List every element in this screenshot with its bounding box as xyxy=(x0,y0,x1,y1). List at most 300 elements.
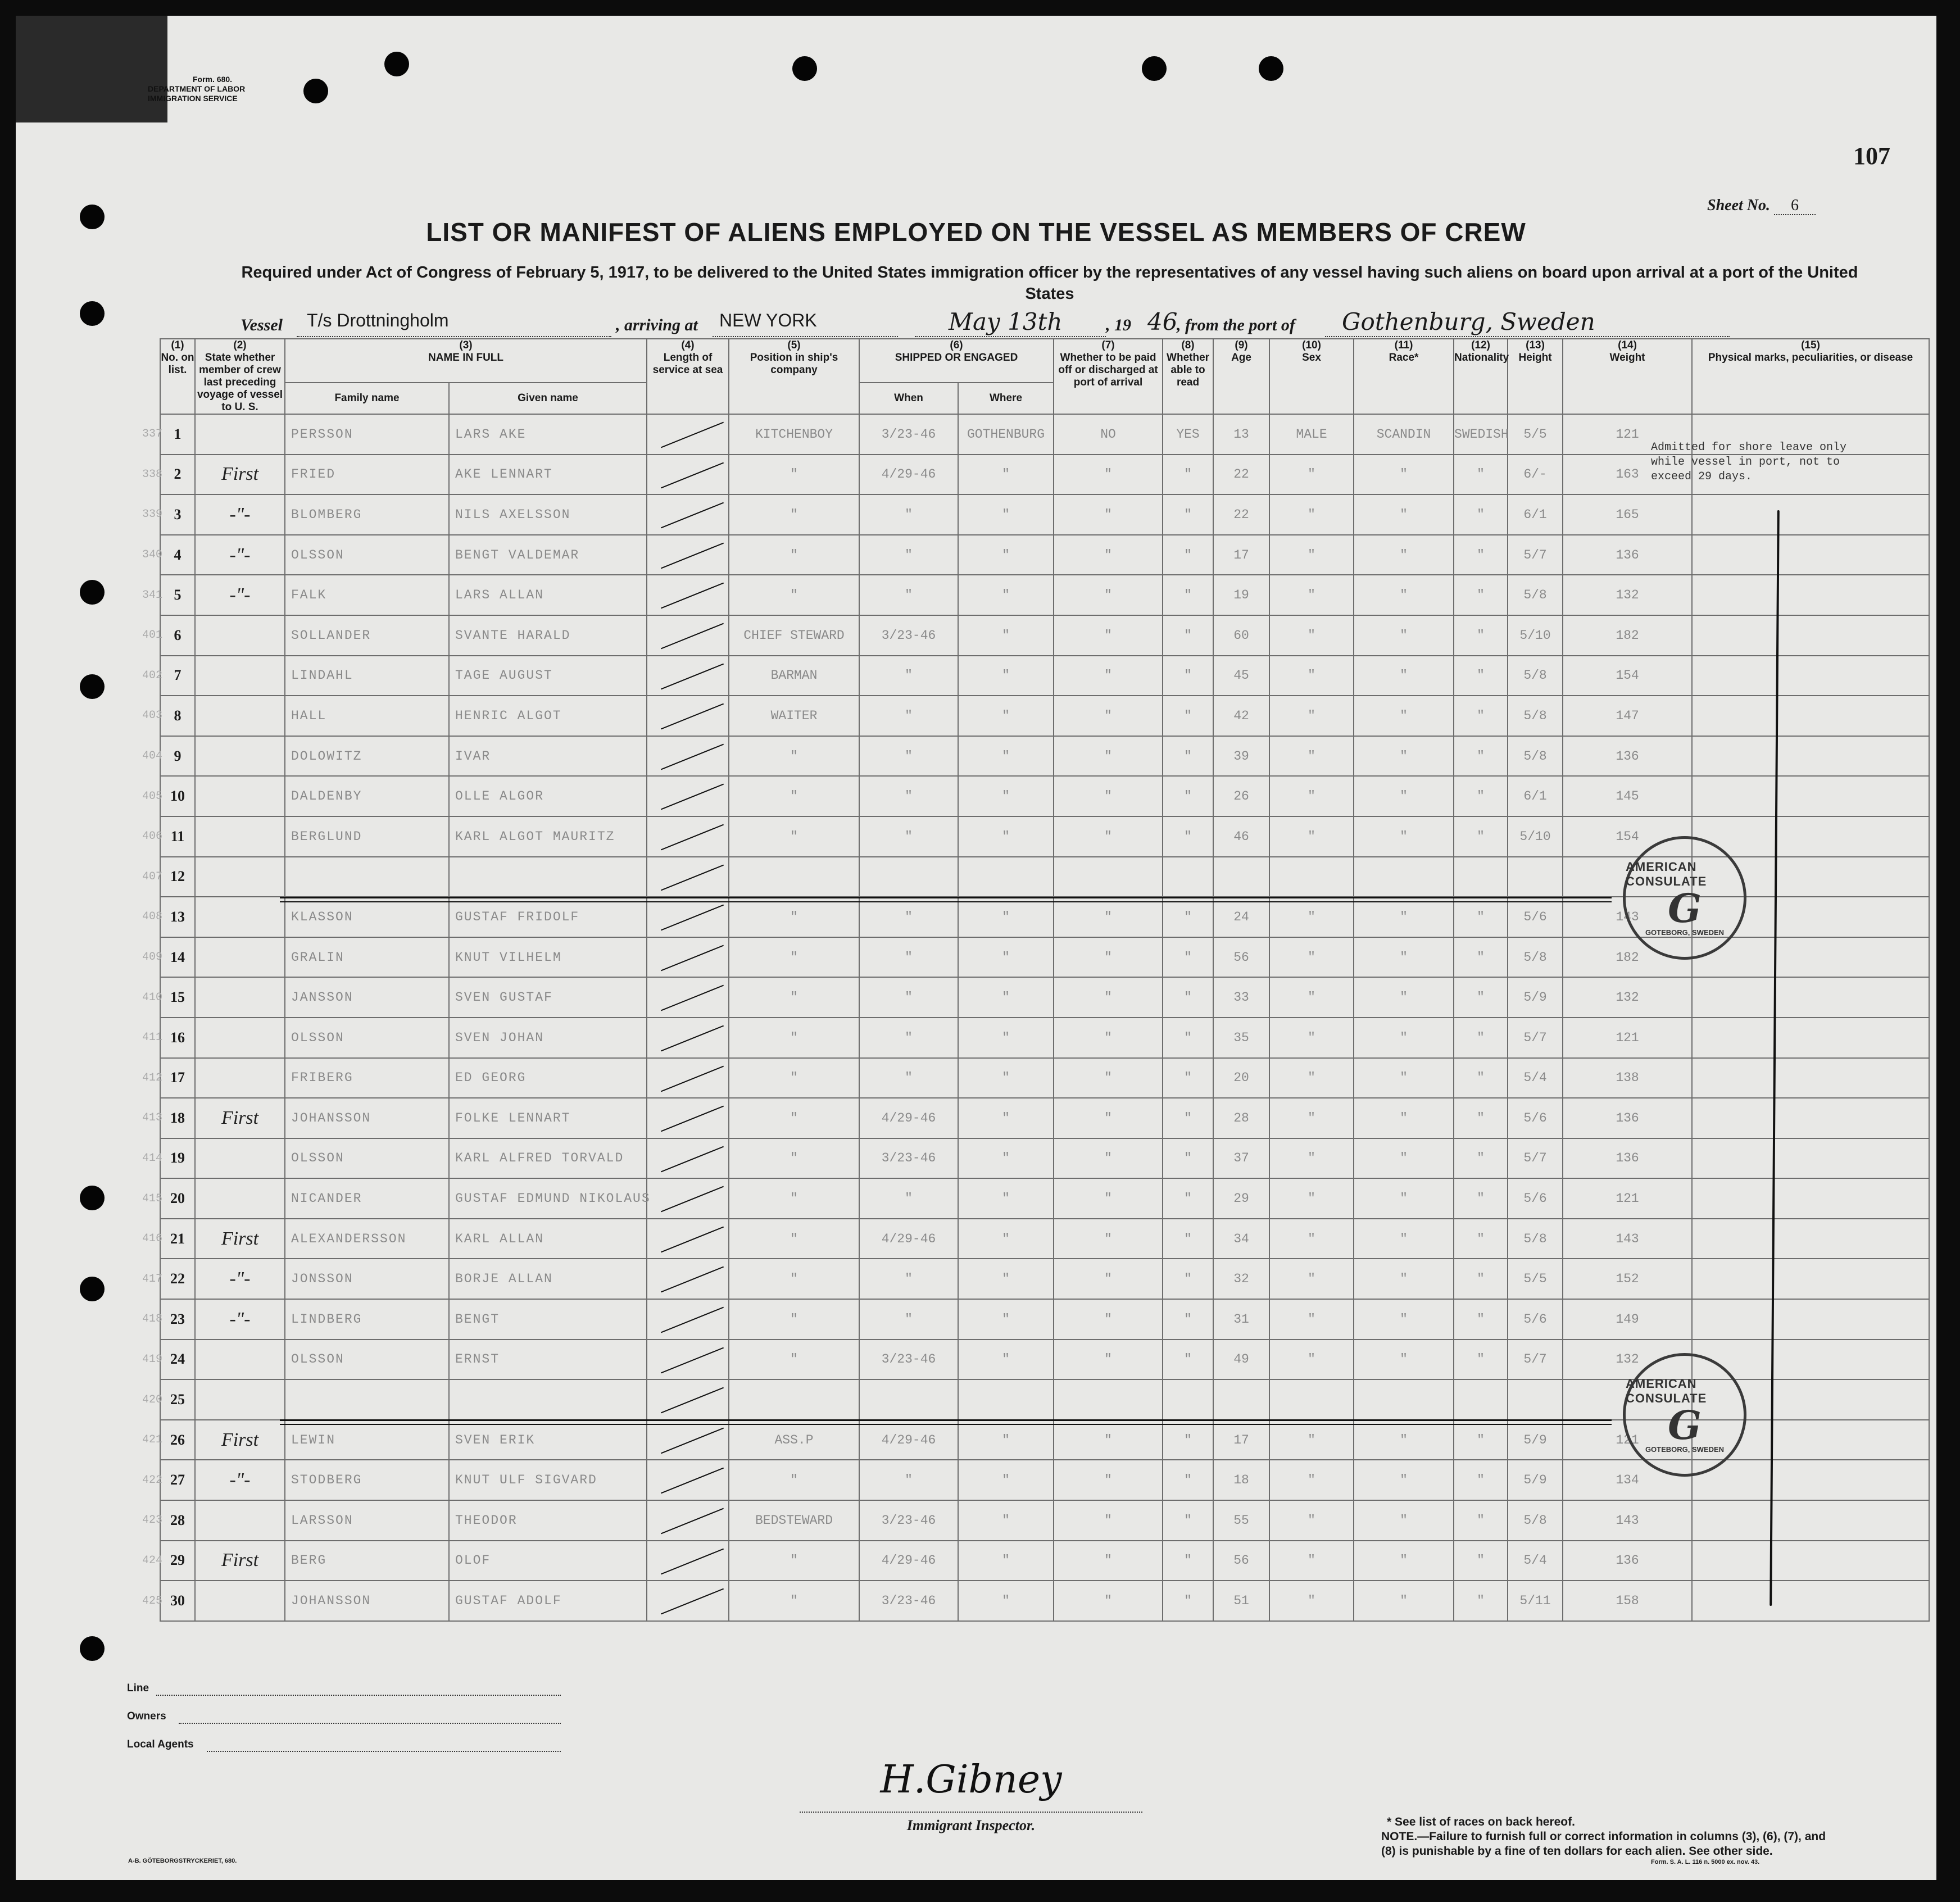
family-name: JONSSON xyxy=(285,1259,449,1299)
service-slash-mark xyxy=(661,1065,724,1092)
previous-voyage xyxy=(195,1581,285,1621)
col-able-to-read-header: (8) Whether able to read xyxy=(1163,339,1213,414)
race: " xyxy=(1354,977,1454,1018)
weight: 136 xyxy=(1563,1138,1692,1179)
previous-voyage xyxy=(195,1178,285,1219)
family-name: OLSSON xyxy=(285,1340,449,1380)
sex: " xyxy=(1269,615,1354,656)
physical-marks xyxy=(1692,1219,1929,1259)
age: 46 xyxy=(1213,816,1269,857)
previous-voyage xyxy=(195,1018,285,1058)
family-name xyxy=(285,1379,449,1420)
position: " xyxy=(729,1340,859,1380)
printer-mark: A-B. GÖTEBORGSTRYCKERIET, 680. xyxy=(128,1858,237,1864)
able-to-read: " xyxy=(1163,1299,1213,1340)
inspector-signature: H.Gibney xyxy=(880,1758,1062,1802)
race: " xyxy=(1354,455,1454,495)
position: " xyxy=(729,1018,859,1058)
nationality: " xyxy=(1454,1018,1508,1058)
position: " xyxy=(729,1259,859,1299)
shipped-where: " xyxy=(958,494,1054,535)
service-length xyxy=(647,1460,729,1500)
physical-marks xyxy=(1692,696,1929,736)
weight: 136 xyxy=(1563,1541,1692,1581)
race xyxy=(1354,857,1454,897)
line-number: 405 xyxy=(142,789,163,803)
able-to-read: " xyxy=(1163,1098,1213,1138)
race: " xyxy=(1354,1299,1454,1340)
given-name: LARS ALLAN xyxy=(449,575,647,615)
shipped-when: " xyxy=(859,977,958,1018)
service-length xyxy=(647,1178,729,1219)
race: " xyxy=(1354,1178,1454,1219)
paid-off: " xyxy=(1054,937,1163,978)
height: 5/6 xyxy=(1508,1299,1563,1340)
line-number: 410 xyxy=(142,991,163,1004)
shipped-where: " xyxy=(958,1460,1054,1500)
family-name: LARSSON xyxy=(285,1500,449,1541)
family-name: LINDBERG xyxy=(285,1299,449,1340)
arriving-label: , arriving at xyxy=(616,316,698,334)
race: " xyxy=(1354,1138,1454,1179)
given-name: FOLKE LENNART xyxy=(449,1098,647,1138)
arrival-year: 46 xyxy=(1147,308,1178,335)
line-number: 418 xyxy=(142,1313,163,1326)
height: 5/9 xyxy=(1508,1460,1563,1500)
shipped-where: " xyxy=(958,1219,1054,1259)
punch-hole xyxy=(80,1636,105,1661)
previous-voyage: -"- xyxy=(195,535,285,575)
physical-marks xyxy=(1692,615,1929,656)
row-number: 7 xyxy=(160,656,195,696)
line-number: 409 xyxy=(142,951,163,964)
paid-off: " xyxy=(1054,1460,1163,1500)
given-name: SVEN ERIK xyxy=(449,1420,647,1460)
position: " xyxy=(729,1138,859,1179)
given-name: SVEN GUSTAF xyxy=(449,977,647,1018)
physical-marks xyxy=(1692,1259,1929,1299)
service-slash-mark xyxy=(661,1267,724,1293)
weight: 145 xyxy=(1563,776,1692,816)
shipped-when: " xyxy=(859,1058,958,1098)
table-row xyxy=(142,1098,1929,1138)
shipped-where: GOTHENBURG xyxy=(958,414,1054,455)
shipped-when: " xyxy=(859,897,958,937)
service-length xyxy=(647,696,729,736)
nationality: " xyxy=(1454,1259,1508,1299)
position xyxy=(729,857,859,897)
paid-off: " xyxy=(1054,1541,1163,1581)
shipped-where: " xyxy=(958,937,1054,978)
age: 17 xyxy=(1213,535,1269,575)
height: 5/6 xyxy=(1508,1098,1563,1138)
consulate-stamp: AMERICAN CONSULATE G GOTEBORG, SWEDEN xyxy=(1623,1353,1746,1477)
able-to-read: " xyxy=(1163,897,1213,937)
position: " xyxy=(729,1460,859,1500)
able-to-read: " xyxy=(1163,1219,1213,1259)
sex xyxy=(1269,857,1354,897)
height: 5/5 xyxy=(1508,414,1563,455)
nationality: " xyxy=(1454,776,1508,816)
able-to-read: " xyxy=(1163,1340,1213,1380)
weight: 121 xyxy=(1563,1420,1692,1460)
table-row xyxy=(142,656,1929,696)
shipped-when: 4/29-46 xyxy=(859,1219,958,1259)
line-number: 340 xyxy=(142,548,163,562)
service-slash-mark xyxy=(661,864,724,891)
age: 31 xyxy=(1213,1299,1269,1340)
service-slash-mark xyxy=(661,1106,724,1132)
service-slash-mark xyxy=(661,1387,724,1414)
paid-off: " xyxy=(1054,575,1163,615)
service-slash-mark xyxy=(661,623,724,650)
shipped-when: 3/23-46 xyxy=(859,1581,958,1621)
shipped-where: " xyxy=(958,1259,1054,1299)
age: 17 xyxy=(1213,1420,1269,1460)
weight: 154 xyxy=(1563,656,1692,696)
paid-off: " xyxy=(1054,696,1163,736)
age: 26 xyxy=(1213,776,1269,816)
previous-voyage: -"- xyxy=(195,1299,285,1340)
sex: " xyxy=(1269,1098,1354,1138)
given-name: BORJE ALLAN xyxy=(449,1259,647,1299)
line-number: 423 xyxy=(142,1514,163,1527)
nationality: " xyxy=(1454,897,1508,937)
able-to-read: " xyxy=(1163,776,1213,816)
sex: " xyxy=(1269,776,1354,816)
nationality: " xyxy=(1454,1058,1508,1098)
position: " xyxy=(729,575,859,615)
local-agents-label: Local Agents xyxy=(127,1738,194,1750)
race: " xyxy=(1354,1259,1454,1299)
position: " xyxy=(729,1098,859,1138)
service-slash-mark xyxy=(661,462,724,488)
remark-shore-leave: Admitted for shore leave only while vessel in port, not to exceed 29 days. xyxy=(1651,441,1847,483)
given-name: NILS AXELSSON xyxy=(449,494,647,535)
position: WAITER xyxy=(729,696,859,736)
position: " xyxy=(729,1299,859,1340)
nationality: " xyxy=(1454,494,1508,535)
able-to-read: " xyxy=(1163,494,1213,535)
sex: " xyxy=(1269,816,1354,857)
previous-voyage xyxy=(195,656,285,696)
age: 18 xyxy=(1213,1460,1269,1500)
departure-port: Gothenburg, Sweden xyxy=(1342,308,1595,335)
sex: " xyxy=(1269,1420,1354,1460)
shipped-where: " xyxy=(958,1420,1054,1460)
age: 51 xyxy=(1213,1581,1269,1621)
port-label: , from the port of xyxy=(1177,316,1295,334)
height: 5/7 xyxy=(1508,535,1563,575)
sex: " xyxy=(1269,696,1354,736)
height: 5/10 xyxy=(1508,816,1563,857)
position: CHIEF STEWARD xyxy=(729,615,859,656)
table-row xyxy=(142,1018,1929,1058)
shipped-where: " xyxy=(958,897,1054,937)
service-length xyxy=(647,615,729,656)
previous-voyage xyxy=(195,977,285,1018)
row-number: 5 xyxy=(160,575,195,615)
sheet-number: Sheet No. 6 xyxy=(1707,197,1816,215)
shipped-where: " xyxy=(958,1581,1054,1621)
race: " xyxy=(1354,494,1454,535)
family-name: STODBERG xyxy=(285,1460,449,1500)
height: 6/- xyxy=(1508,455,1563,495)
age: 55 xyxy=(1213,1500,1269,1541)
col-sex-header: (10) Sex xyxy=(1269,339,1354,414)
shipped-where: " xyxy=(958,736,1054,777)
shipped-when: 3/23-46 xyxy=(859,1500,958,1541)
department-name: DEPARTMENT OF LABOR xyxy=(148,84,246,93)
table-row xyxy=(142,1058,1929,1098)
shipped-where: " xyxy=(958,776,1054,816)
shipped-where: " xyxy=(958,1098,1054,1138)
nationality xyxy=(1454,857,1508,897)
race: " xyxy=(1354,736,1454,777)
shipped-when: 4/29-46 xyxy=(859,455,958,495)
age: 56 xyxy=(1213,937,1269,978)
punch-hole xyxy=(80,580,105,605)
age: 28 xyxy=(1213,1098,1269,1138)
given-name: KNUT ULF SIGVARD xyxy=(449,1460,647,1500)
col-given-name-header: Given name xyxy=(449,383,647,414)
service-slash-mark xyxy=(661,1025,724,1052)
given-name: KARL ALLAN xyxy=(449,1219,647,1259)
physical-marks xyxy=(1692,1138,1929,1179)
line-number: 402 xyxy=(142,669,163,682)
sex: " xyxy=(1269,1259,1354,1299)
height: 5/8 xyxy=(1508,736,1563,777)
paid-off: " xyxy=(1054,1299,1163,1340)
shipped-where: " xyxy=(958,575,1054,615)
paid-off: " xyxy=(1054,455,1163,495)
age: 39 xyxy=(1213,736,1269,777)
height: 5/4 xyxy=(1508,1058,1563,1098)
weight: 138 xyxy=(1563,1058,1692,1098)
previous-voyage xyxy=(195,1138,285,1179)
paid-off: NO xyxy=(1054,414,1163,455)
family-name: OLSSON xyxy=(285,1018,449,1058)
col-age-header: (9) Age xyxy=(1213,339,1269,414)
previous-voyage xyxy=(195,1379,285,1420)
shipped-where: " xyxy=(958,977,1054,1018)
shipped-when: 3/23-46 xyxy=(859,414,958,455)
family-name: LEWIN xyxy=(285,1420,449,1460)
nationality: " xyxy=(1454,1581,1508,1621)
given-name: HENRIC ALGOT xyxy=(449,696,647,736)
able-to-read: " xyxy=(1163,656,1213,696)
family-name: DALDENBY xyxy=(285,776,449,816)
weight: 182 xyxy=(1563,615,1692,656)
previous-voyage: First xyxy=(195,1420,285,1460)
given-name: AKE LENNART xyxy=(449,455,647,495)
service-slash-mark xyxy=(661,583,724,609)
service-length xyxy=(647,656,729,696)
row-number: 24 xyxy=(160,1340,195,1380)
weight: 136 xyxy=(1563,1098,1692,1138)
sex: " xyxy=(1269,455,1354,495)
race: SCANDIN xyxy=(1354,414,1454,455)
position: ASS.P xyxy=(729,1420,859,1460)
vessel-label: Vessel xyxy=(241,316,283,334)
position: BEDSTEWARD xyxy=(729,1500,859,1541)
height: 5/8 xyxy=(1508,575,1563,615)
sex: " xyxy=(1269,977,1354,1018)
row-number: 1 xyxy=(160,414,195,455)
previous-voyage: First xyxy=(195,1219,285,1259)
row-number: 3 xyxy=(160,494,195,535)
shipped-when: " xyxy=(859,1299,958,1340)
service-slash-mark xyxy=(661,1226,724,1252)
height: 5/11 xyxy=(1508,1581,1563,1621)
line-number: 419 xyxy=(142,1352,163,1366)
service-length xyxy=(647,1018,729,1058)
race: " xyxy=(1354,1500,1454,1541)
service-length xyxy=(647,1581,729,1621)
paid-off: " xyxy=(1054,1500,1163,1541)
paid-off: " xyxy=(1054,1420,1163,1460)
previous-voyage xyxy=(195,696,285,736)
shipped-where: " xyxy=(958,696,1054,736)
row-number: 15 xyxy=(160,977,195,1018)
service-slash-mark xyxy=(661,663,724,689)
col-name-header: (3) NAME IN FULL xyxy=(285,339,647,383)
form-number: Form. 680. xyxy=(193,75,233,84)
table-row xyxy=(142,1299,1929,1340)
age: 22 xyxy=(1213,455,1269,495)
physical-marks xyxy=(1692,1541,1929,1581)
row-number: 19 xyxy=(160,1138,195,1179)
row-number: 25 xyxy=(160,1379,195,1420)
nationality: " xyxy=(1454,1219,1508,1259)
race: " xyxy=(1354,1018,1454,1058)
able-to-read: " xyxy=(1163,1138,1213,1179)
col-paid-off-header: (7) Whether to be paid off or discharged at port of arrival xyxy=(1054,339,1163,414)
position: " xyxy=(729,494,859,535)
nationality: " xyxy=(1454,1299,1508,1340)
service-slash-mark xyxy=(661,743,724,770)
service-slash-mark xyxy=(661,1427,724,1454)
shipped-when: " xyxy=(859,696,958,736)
able-to-read: " xyxy=(1163,575,1213,615)
physical-marks xyxy=(1692,656,1929,696)
given-name: BENGT VALDEMAR xyxy=(449,535,647,575)
nationality: " xyxy=(1454,1541,1508,1581)
table-row xyxy=(142,575,1929,615)
age: 37 xyxy=(1213,1138,1269,1179)
shipped-when: " xyxy=(859,776,958,816)
physical-marks xyxy=(1692,1178,1929,1219)
row-number: 8 xyxy=(160,696,195,736)
col-where-header: Where xyxy=(958,383,1054,414)
sex: " xyxy=(1269,1340,1354,1380)
given-name: GUSTAF ADOLF xyxy=(449,1581,647,1621)
given-name: KARL ALGOT MAURITZ xyxy=(449,816,647,857)
able-to-read xyxy=(1163,857,1213,897)
position xyxy=(729,1379,859,1420)
sex: MALE xyxy=(1269,414,1354,455)
service-length xyxy=(647,977,729,1018)
line-number: 414 xyxy=(142,1151,163,1165)
col-family-name-header: Family name xyxy=(285,383,449,414)
family-name: JOHANSSON xyxy=(285,1581,449,1621)
line-label: Line xyxy=(127,1682,149,1694)
weight: 143 xyxy=(1563,897,1692,937)
sex: " xyxy=(1269,1299,1354,1340)
weight: 121 xyxy=(1563,1018,1692,1058)
table-row xyxy=(142,1259,1929,1299)
family-name: FRIED xyxy=(285,455,449,495)
scan-shadow xyxy=(16,16,167,122)
family-name: BERG xyxy=(285,1541,449,1581)
nationality: " xyxy=(1454,736,1508,777)
shipped-where xyxy=(958,1379,1054,1420)
table-row xyxy=(142,696,1929,736)
nationality: " xyxy=(1454,535,1508,575)
shipped-when: 3/23-46 xyxy=(859,1138,958,1179)
line-number: 408 xyxy=(142,910,163,924)
physical-marks xyxy=(1692,1058,1929,1098)
row-number: 29 xyxy=(160,1541,195,1581)
race: " xyxy=(1354,1420,1454,1460)
weight: 132 xyxy=(1563,1340,1692,1380)
height xyxy=(1508,857,1563,897)
shipped-when: " xyxy=(859,1259,958,1299)
paid-off: " xyxy=(1054,1340,1163,1380)
struck-row-25 xyxy=(280,1419,1612,1421)
able-to-read: " xyxy=(1163,696,1213,736)
position: " xyxy=(729,776,859,816)
race: " xyxy=(1354,937,1454,978)
row-number: 13 xyxy=(160,897,195,937)
previous-voyage: -"- xyxy=(195,575,285,615)
punch-hole xyxy=(792,56,817,81)
position: KITCHENBOY xyxy=(729,414,859,455)
service-slash-mark xyxy=(661,1508,724,1535)
shipped-where: " xyxy=(958,816,1054,857)
sex: " xyxy=(1269,535,1354,575)
shipped-where: " xyxy=(958,1541,1054,1581)
paid-off xyxy=(1054,1379,1163,1420)
col-position-header: (5) Position in ship's company xyxy=(729,339,859,414)
weight: 143 xyxy=(1563,1219,1692,1259)
service-length xyxy=(647,857,729,897)
service-length xyxy=(647,1259,729,1299)
table-row xyxy=(142,736,1929,777)
given-name: KARL ALFRED TORVALD xyxy=(449,1138,647,1179)
sex: " xyxy=(1269,937,1354,978)
sex: " xyxy=(1269,1018,1354,1058)
arrival-port: NEW YORK xyxy=(719,310,817,330)
shipped-when: " xyxy=(859,1018,958,1058)
service-length xyxy=(647,535,729,575)
service-slash-mark xyxy=(661,985,724,1011)
line-number: 341 xyxy=(142,588,163,602)
line-number: 338 xyxy=(142,467,163,481)
table-row xyxy=(142,1178,1929,1219)
race xyxy=(1354,1379,1454,1420)
service-length xyxy=(647,937,729,978)
paid-off: " xyxy=(1054,1581,1163,1621)
service-length xyxy=(647,1541,729,1581)
service-slash-mark xyxy=(661,703,724,730)
col-when-header: When xyxy=(859,383,958,414)
family-name: ALEXANDERSSON xyxy=(285,1219,449,1259)
nationality: " xyxy=(1454,1098,1508,1138)
able-to-read: " xyxy=(1163,1259,1213,1299)
service-slash-mark xyxy=(661,1588,724,1615)
family-name: OLSSON xyxy=(285,535,449,575)
